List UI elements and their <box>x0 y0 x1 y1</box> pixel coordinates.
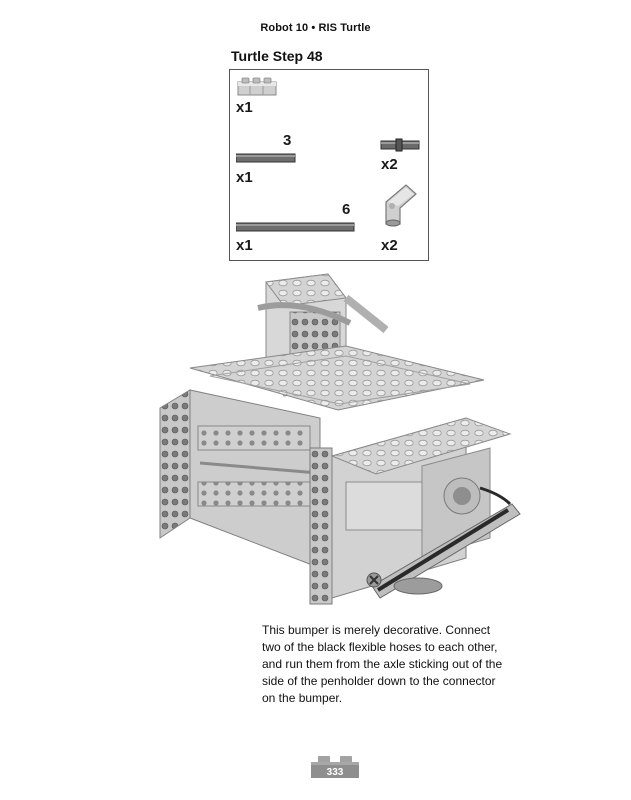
assembly-illustration <box>150 268 522 616</box>
connector-block-icon <box>237 76 277 98</box>
axle-pin-icon <box>380 138 420 152</box>
instruction-text <box>262 622 512 707</box>
part-length-label: 6 <box>342 201 351 218</box>
part-quantity: x1 <box>236 169 253 186</box>
step-title: Turtle Step 48 <box>231 48 323 64</box>
part-quantity: x2 <box>381 156 398 173</box>
axle-3-icon <box>236 152 296 164</box>
parts-list-box <box>229 69 429 261</box>
part-quantity: x1 <box>236 237 253 254</box>
part-quantity: x2 <box>381 237 398 254</box>
part-length-label: 3 <box>283 132 292 149</box>
axle-6-icon <box>236 221 356 233</box>
part-quantity: x1 <box>236 99 253 116</box>
instruction-paragraph: This bumper is merely decorative. Connect two of the black flexible hoses to each other, and run them from the axle sticking out of the side of the penholder down to the connector on the bumper. <box>262 623 503 705</box>
running-header: Robot 10 • RIS Turtle <box>260 22 371 34</box>
page-number: 333 <box>326 767 344 778</box>
angle-connector-icon <box>380 182 422 228</box>
